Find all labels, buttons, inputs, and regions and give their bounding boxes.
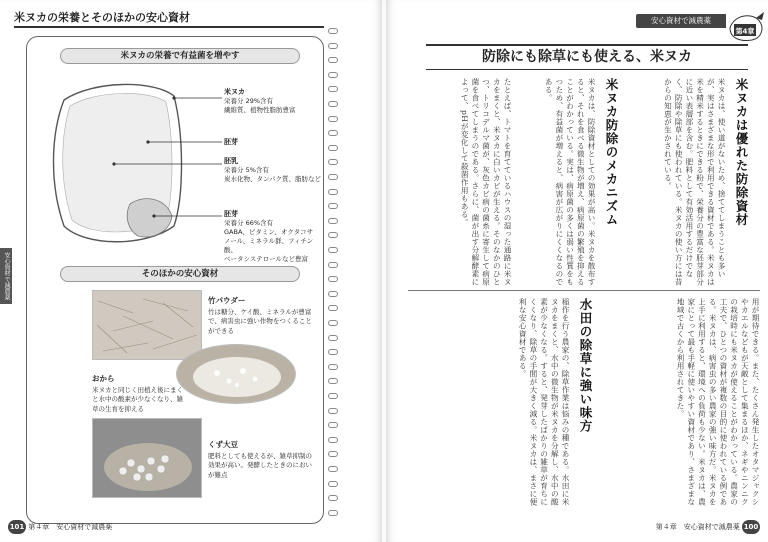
spiral-ring <box>328 481 338 487</box>
left-page-header: 米ヌカの栄養とそのほかの安心資材 <box>14 10 324 28</box>
label-germ: 胚芽 <box>224 138 238 146</box>
spiral-ring <box>328 320 338 326</box>
okara-photo <box>176 344 296 404</box>
spiral-ring <box>328 28 338 34</box>
chapter-badge-bird-icon <box>726 8 766 44</box>
spiral-ring <box>328 393 338 399</box>
spiral-ring <box>328 335 338 341</box>
broken-soybeans-photo <box>92 418 202 498</box>
spiral-ring <box>328 495 338 501</box>
chapter-label-bar: 安心資材で減農薬 <box>636 14 726 28</box>
chapter-badge-text: 第4章 <box>735 27 755 36</box>
text-bottom-right: 用が期待できる。また、たくさん発生したオタマジャクシやカエルなどもが天敵として集まるほか、ネギやニンニクの栽培時にも米ヌカが使えることがわかっている。農家の工夫で、ひとつの資材が複数の目的に使われている例である。米ヌカは、病害虫の多い農家の強い味方だ。米ヌカを上手に利用すると、環境への負荷も少ない。米ヌカは、農家にとって最も手軽に使いやすい資材であり、さまざまな地域で古くから利用されてきた。 <box>676 298 760 506</box>
spiral-ring <box>328 422 338 428</box>
section-divider <box>408 290 760 291</box>
heading-paddy-weeding: 水田の除草に強い味方 <box>578 298 593 433</box>
right-page-footer <box>656 520 760 534</box>
page-number-right: 100 <box>742 520 760 534</box>
heading-excellent-pest-control: 米ヌカは優れた防除資材 <box>734 78 749 227</box>
left-page-footer <box>8 520 112 534</box>
spiral-ring <box>328 378 338 384</box>
spiral-ring <box>328 510 338 516</box>
spiral-ring <box>328 451 338 457</box>
spiral-ring <box>328 262 338 268</box>
spiral-ring <box>328 57 338 63</box>
panel-title-nutrition: 米ヌカの栄養で有益菌を増やす <box>60 48 300 64</box>
left-page <box>0 0 382 542</box>
caption-bamboo-powder: 竹パウダー 竹は糖分、ケイ酸、ミネラルが豊富で、病害虫に強い作物をつくることができる <box>208 296 312 335</box>
spiral-ring <box>328 408 338 414</box>
right-page <box>386 0 768 542</box>
caption-okara: おから 米ヌカと同じく田植え後にまくと水中の酸素が少なくなり、雑草の生育を抑える <box>92 374 183 413</box>
article-title: 防除にも除草にも使える、米ヌカ <box>426 44 748 70</box>
label-bran: 米ヌカ 栄養分 29%含有 繊維質、植物性脂肪豊富 <box>224 88 296 114</box>
text-trichoderma: たとえば、トマトを育てているハウスの湿った通路に米ヌカをまくと、米ヌカに白いカビが生える。そのなかのひとつ、トリコデルマ菌が、灰色カビ病の菌糸に寄生して病原菌を食べてしまうのである。さらに、菌が出す分解酵素によって、pHが変化して殺菌作用もある。 <box>460 78 512 286</box>
spiral-ring <box>328 466 338 472</box>
spiral-ring <box>328 437 338 443</box>
spiral-ring <box>328 43 338 49</box>
panel-title-other-materials: そのほかの安心資材 <box>60 266 300 282</box>
heading-mechanism: 米ヌカ防除のメカニズム <box>604 78 619 227</box>
text-intro: 米ヌカは、使い道がないため、捨ててしまうことも多いが、実はさまざまな形で利用できる資材である。米ヌカは米を精米するときにできる粉で、栄養分の豊富な胚芽部分に近い表層部を含む。肥料として有効活用するだけでなく、防除や除草にも使われている。米ヌカの使い方には昔からの知恵が生かされている。 <box>663 78 726 286</box>
page-number-left: 101 <box>8 520 26 534</box>
spiral-ring <box>328 276 338 282</box>
label-endosperm: 胚乳 栄養分 5%含有 炭水化物、タンパク質、脂肪など <box>224 157 322 183</box>
caption-broken-soybeans: くず大豆 肥料としても使えるが、雑草抑制の効果が高い。発酵したときのにおいが難点 <box>208 440 312 479</box>
chapter-side-tab: 安心資材で減農薬 <box>0 248 12 304</box>
left-footer-text: 第４章 安心資材で減農薬 <box>28 523 113 531</box>
spiral-ring <box>328 305 338 311</box>
right-footer-text: 第４章 安心資材で減農薬 <box>655 523 740 531</box>
spiral-ring <box>328 291 338 297</box>
bamboo-powder-photo <box>92 290 202 360</box>
spiral-ring <box>328 349 338 355</box>
text-weeding: 稲作を行う農家の、除草作業は悩みの種である。水田に米ヌカをまくと、水中の微生物が米ヌカを分解し、水中の酸素が少なくなる。すると、発芽したばかりの雑草が育ちにくくなり、除草の手間が大きく減る。米ヌカは、まさに便利な安心資材である。 <box>518 298 570 506</box>
text-mechanism: 米ヌカは、防除資材としての効果が高い。米ヌカを散布すると、それを食べる微生物が増え、病原菌の繁殖を抑えることがわかっている。実は、病原菌の多くは弱い性質をもつため、有益菌が増えると、病害が広がりにくくなるのである。 <box>544 78 596 286</box>
label-embryo: 胚芽 栄養分 66%含有 GABA、ビタミン、オクタコサ ノール、ミネラル群、フィチン酸、 ベータシステロールなど豊富 <box>224 210 314 263</box>
spiral-ring <box>328 364 338 370</box>
